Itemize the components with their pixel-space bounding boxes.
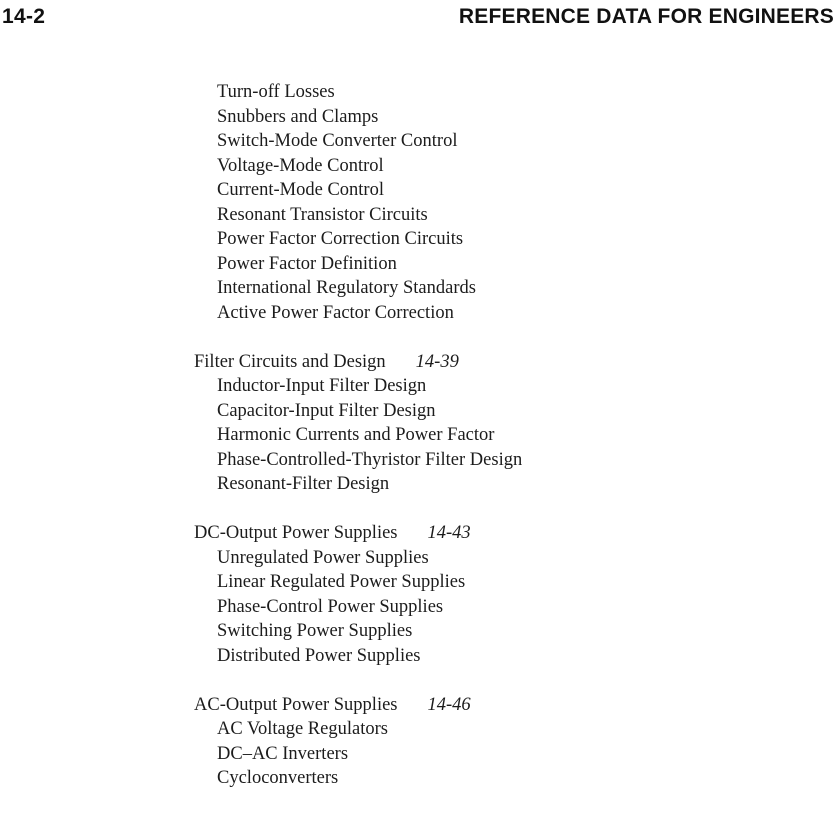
toc-section-dc-output [194,521,522,668]
toc-item: Unregulated Power Supplies [217,547,429,568]
toc-item: Resonant-Filter Design [217,474,390,494]
toc-item: Active Power Factor Correction [217,302,454,323]
section-page-number: 14-43 [427,523,471,543]
toc-item: Cycloconverters [217,768,339,788]
toc-item: Capacitor-Input Filter Design [217,400,436,421]
section-title: Filter Circuits and Design [194,351,386,372]
section-title: DC-Output Power Supplies [194,523,398,543]
section-heading [194,693,522,718]
running-title: REFERENCE DATA FOR ENGINEERS [458,5,834,28]
toc-item: Phase-Control Power Supplies [217,596,444,617]
toc-item: Voltage-Mode Control [217,155,384,176]
toc-section-ac-output [194,693,522,791]
continued-items [194,80,522,325]
toc-item: Snubbers and Clamps [217,106,379,127]
toc-item: Turn-off Losses [217,82,335,102]
page-number: 14-2 [2,5,46,28]
toc-item: International Regulatory Standards [217,278,476,298]
toc-item: Power Factor Correction Circuits [217,229,464,249]
section-heading [194,350,522,375]
section-heading [194,521,522,546]
toc-item: Switch-Mode Converter Control [217,131,458,151]
toc-item: Harmonic Currents and Power Factor [217,425,495,445]
toc-item: AC Voltage Regulators [217,719,388,739]
table-of-contents [194,80,522,791]
toc-item: Distributed Power Supplies [217,645,421,666]
toc-item: DC–AC Inverters [217,743,349,764]
toc-item: Power Factor Definition [217,253,397,274]
section-page-number: 14-39 [415,351,459,372]
toc-item: Current-Mode Control [217,180,384,200]
section-page-number: 14-46 [427,694,471,715]
toc-item: Switching Power Supplies [217,621,413,641]
toc-item: Linear Regulated Power Supplies [217,572,466,592]
toc-item: Inductor-Input Filter Design [217,376,427,396]
section-title: AC-Output Power Supplies [194,694,398,715]
toc-section-filter-circuits [194,350,522,497]
toc-item: Resonant Transistor Circuits [217,204,428,225]
page-header [0,5,838,35]
toc-item: Phase-Controlled-Thyristor Filter Design [217,449,523,470]
